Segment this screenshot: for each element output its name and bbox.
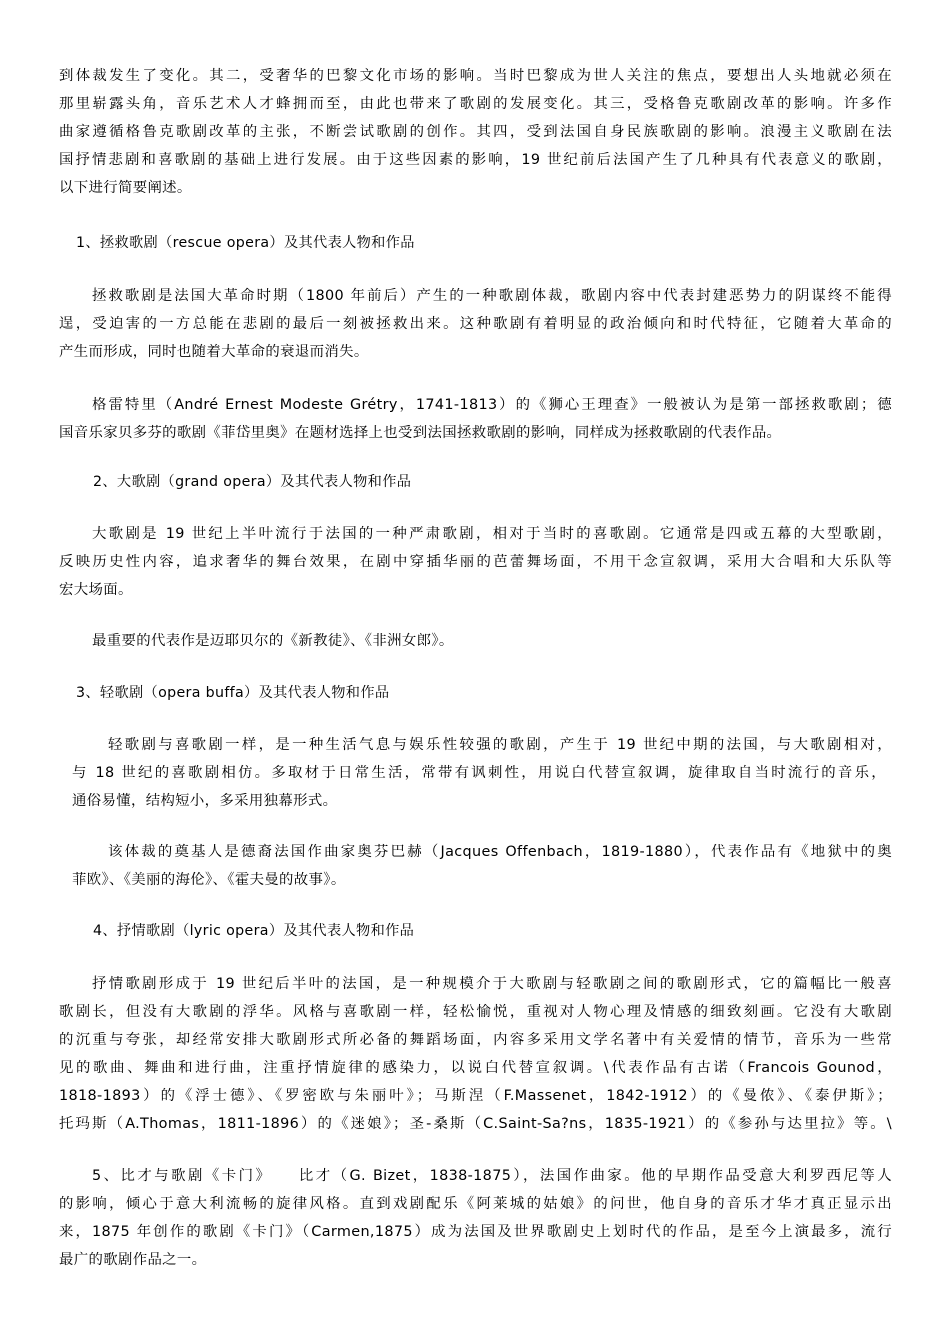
paragraph-line: 产生而形成，同时也随着大革命的衰退而消失。: [59, 344, 369, 360]
paragraph-line: 最重要的代表作是迈耶贝尔的《新教徒》、《非洲女郎》。: [92, 633, 454, 649]
paragraph-line: 歌剧长，但没有大歌剧的浮华。风格与喜歌剧一样，轻松愉悦，重视对人物心理及情感的细致刻画。它没有大歌剧: [59, 1004, 892, 1020]
paragraph-line: 大歌剧是 19 世纪上半叶流行于法国的一种严肃歌剧，相对于当时的喜歌剧。它通常是四或五幕的大型歌剧，: [92, 526, 892, 542]
paragraph-line: 格雷特里（André Ernest Modeste Grétry，1741-1813）的《狮心王理查》一般被认为是第一部拯救歌剧；德: [92, 397, 892, 413]
paragraph-line: 以下进行简要阐述。: [59, 180, 192, 196]
paragraph-line: 拯救歌剧是法国大革命时期（1800 年前后）产生的一种歌剧体裁，歌剧内容中代表封建恶势力的阴谋终不能得: [92, 288, 892, 304]
section-heading: 1、拯救歌剧（rescue opera）及其代表人物和作品: [76, 235, 415, 251]
paragraph-line: 宏大场面。: [59, 582, 133, 598]
paragraph-line: 那里崭露头角，音乐艺术人才蜂拥而至，由此也带来了歌剧的发展变化。其三，受格鲁克歌剧改革的影响。许多作: [59, 96, 892, 112]
paragraph-line: 5、比才与歌剧《卡门》 比才（G. Bizet，1838-1875），法国作曲家。他的早期作品受意大利罗西尼等人: [92, 1168, 892, 1184]
paragraph-line: 托玛斯（A.Thomas，1811-1896）的《迷娘》；圣-桑斯（C.Saint-Sa?ns，1835-1921）的《参孙与达里拉》等。\: [59, 1116, 892, 1132]
section-heading: 2、大歌剧（grand opera）及其代表人物和作品: [93, 474, 412, 490]
paragraph-line: 轻歌剧与喜歌剧一样，是一种生活气息与娱乐性较强的歌剧，产生于 19 世纪中期的法国，与大歌剧相对，: [108, 737, 892, 753]
paragraph-line: 的影响，倾心于意大利流畅的旋律风格。直到戏剧配乐《阿莱城的姑娘》的问世，他自身的音乐才华才真正显示出: [59, 1196, 892, 1212]
paragraph-line: 来，1875 年创作的歌剧《卡门》（Carmen,1875）成为法国及世界歌剧史上划时代的作品，是至今上演最多，流行: [59, 1224, 892, 1240]
paragraph-line: 到体裁发生了变化。其二，受奢华的巴黎文化市场的影响。当时巴黎成为世人关注的焦点，要想出人头地就必须在: [59, 68, 892, 84]
section-heading: 4、抒情歌剧（lyric opera）及其代表人物和作品: [93, 923, 415, 939]
paragraph-line: 最广的歌剧作品之一。: [59, 1252, 207, 1268]
paragraph-line: 国音乐家贝多芬的歌剧《菲岱里奥》在题材选择上也受到法国拯救歌剧的影响，同样成为拯救歌剧的代表作品。: [59, 425, 782, 441]
paragraph-line: 通俗易懂，结构短小，多采用独幕形式。: [72, 793, 338, 809]
paragraph-line: 1818-1893）的《浮士德》、《罗密欧与朱丽叶》；马斯涅（F.Massenet，1842-1912）的《曼侬》、《泰伊斯》；: [59, 1088, 892, 1104]
paragraph-line: 反映历史性内容，追求奢华的舞台效果，在剧中穿插华丽的芭蕾舞场面，不用干念宣叙调，采用大合唱和大乐队等: [59, 554, 892, 570]
paragraph-line: 该体裁的奠基人是德裔法国作曲家奥芬巴赫（Jacques Offenbach，1819-1880），代表作品有《地狱中的奥: [108, 844, 892, 860]
section-heading: 3、轻歌剧（opera buffa）及其代表人物和作品: [76, 685, 390, 701]
paragraph-line: 与 18 世纪的喜歌剧相仿。多取材于日常生活，常带有讽刺性，用说白代替宣叙调，旋律取自当时流行的音乐，: [72, 765, 886, 781]
paragraph-line: 见的歌曲、舞曲和进行曲，注重抒情旋律的感染力，以说白代替宣叙调。\代表作品有古诺（Francois Gounod，: [59, 1060, 892, 1076]
paragraph-line: 逞，受迫害的一方总能在悲剧的最后一刻被拯救出来。这种歌剧有着明显的政治倾向和时代特征，它随着大革命的: [59, 316, 892, 332]
paragraph-line: 菲欧》、《美丽的海伦》、《霍夫曼的故事》。: [72, 872, 346, 888]
paragraph-line: 的沉重与夸张，却经常安排大歌剧形式所必备的舞蹈场面，内容多采用文学名著中有关爱情的情节，音乐为一些常: [59, 1032, 892, 1048]
paragraph-line: 国抒情悲剧和喜歌剧的基础上进行发展。由于这些因素的影响，19 世纪前后法国产生了几种具有代表意义的歌剧，: [59, 152, 892, 168]
paragraph-line: 曲家遵循格鲁克歌剧改革的主张，不断尝试歌剧的创作。其四，受到法国自身民族歌剧的影响。浪漫主义歌剧在法: [59, 124, 892, 140]
paragraph-line: 抒情歌剧形成于 19 世纪后半叶的法国，是一种规模介于大歌剧与轻歌剧之间的歌剧形式，它的篇幅比一般喜: [92, 976, 892, 992]
